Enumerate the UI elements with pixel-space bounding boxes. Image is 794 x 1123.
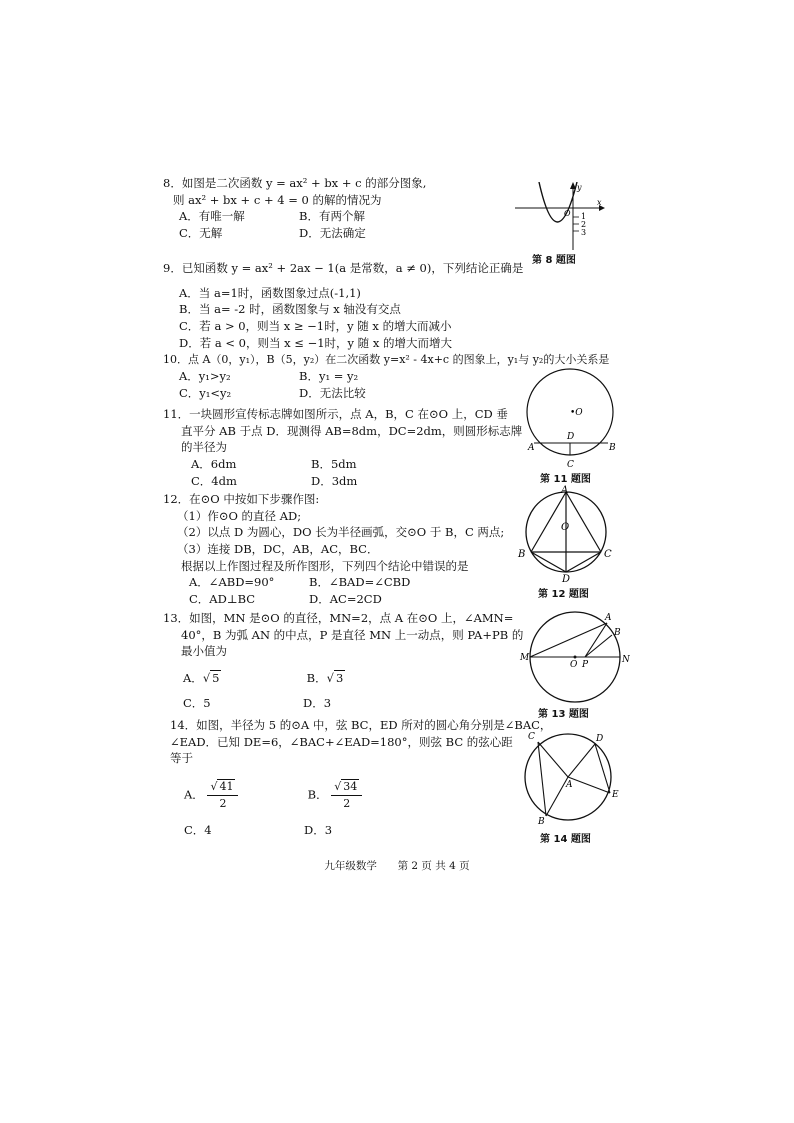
q13-fig-label-m: M — [520, 653, 530, 663]
q8-caption: 第 8 题图 — [532, 255, 576, 266]
q12-option-c: C．AD⊥BC — [189, 592, 256, 607]
q10-option-d: D．无法比较 — [299, 385, 366, 400]
q8-stem-line2: 则 ax² + bx + c + 4 = 0 的解的情况为 — [173, 192, 382, 207]
q9-option-a: A．当 a=1时，函数图象过点(-1,1) — [179, 285, 361, 300]
question-9 — [163, 260, 523, 351]
q13-fig-label-o: O — [570, 660, 578, 670]
q12-step-3: （3）连接 DB，DC，AB，AC，BC． — [177, 542, 379, 557]
q14-option-a-numerator: 41 — [219, 780, 234, 794]
q10-stem: 10．点 A（0，y₁），B（5，y₂）在二次函数 y=x² - 4x+c 的图象上，y₁与 y₂的大小关系是 — [163, 353, 610, 366]
q9-stem: 9．已知函数 y = ax² + 2ax − 1(a 是常数，a ≠ 0)，下列结论正确是 — [163, 261, 524, 275]
q12-fig-label-c: C — [604, 549, 612, 560]
q13-option-c: C．5 — [183, 695, 211, 710]
q14-circle-figure — [518, 725, 623, 825]
q14-stem-line3: 等于 — [170, 751, 193, 766]
q8-option-a: A．有唯一解 — [179, 209, 245, 224]
q11-option-c: C．4dm — [191, 473, 237, 488]
q14-stem-line1: 14．如图，半径为 5 的⊙A 中，弦 BC，ED 所对的圆心角分别是∠BAC， — [170, 718, 552, 732]
q13-circle-figure — [515, 605, 630, 705]
q8-fig-tick-1: 1 — [581, 212, 587, 221]
q13-stem-line3: 最小值为 — [181, 644, 227, 659]
q13-stem-line2: 40°，B 为弧 AN 的中点，P 是直径 MN 上一动点，则 PA+PB 的 — [181, 627, 524, 642]
page-footer — [0, 858, 794, 873]
q12-fig-label-b: B — [518, 549, 526, 560]
q14-option-a: A． $\frac{√ 41}{2}$ — [184, 779, 304, 812]
q14-option-a-denominator: 2 — [219, 796, 227, 810]
q11-stem-line1: 11．一块圆形宣传标志牌如图所示，点 A，B，C 在⊙O 上，CD 垂 — [163, 407, 508, 421]
q12-conclusion: 根据以上作图过程及所作图形，下列四个结论中错误的是 — [181, 558, 469, 573]
q10-option-a: A．y₁>y₂ — [179, 368, 231, 383]
q8-fig-origin-label: O — [564, 209, 571, 218]
q11-fig-label-d: D — [567, 432, 575, 442]
q11-fig-label-c: C — [567, 460, 574, 470]
q13-fig-label-b: B — [614, 628, 621, 638]
q13-fig-label-n: N — [622, 655, 630, 665]
q12-fig-label-a: A — [561, 485, 569, 496]
q8-fig-tick-2: 2 — [581, 220, 587, 229]
q14-option-b: B． $\frac{√ 34}{2}$ — [308, 779, 428, 812]
q14-stem-line2: ∠EAD．已知 DE=6，∠BAC+∠EAD=180°，则弦 BC 的弦心距 — [170, 734, 513, 749]
q14-fig-label-c: C — [528, 732, 535, 742]
q12-option-a: A．∠ABD=90° — [189, 575, 275, 590]
q13-option-a-radicand: 5 — [212, 671, 220, 686]
footer-subject: 九年级数学 — [324, 860, 377, 872]
q14-fig-label-b: B — [538, 817, 545, 825]
q14-option-c: C．4 — [184, 822, 212, 837]
question-14 — [170, 717, 551, 839]
q8-option-d: D．无法确定 — [299, 226, 366, 241]
question-8 — [163, 175, 426, 242]
q8-parabola-figure — [515, 182, 605, 252]
q14-fig-label-a: A — [566, 780, 573, 790]
q8-fig-x-label: x — [597, 198, 602, 207]
q14-fig-label-d: D — [596, 734, 604, 744]
q14-option-b-denominator: 2 — [343, 796, 351, 810]
q11-fig-label-b: B — [609, 443, 616, 453]
q11-stem-line3: 的半径为 — [181, 440, 227, 455]
q11-circle-figure — [525, 365, 625, 473]
q13-stem-line1: 13．如图，MN 是⊙O 的直径，MN=2，点 A 在⊙O 上，∠AMN= — [163, 611, 514, 625]
q13-caption: 第 13 题图 — [538, 709, 589, 720]
question-12 — [163, 491, 504, 608]
q14-fig-label-e: E — [612, 790, 619, 800]
q13-option-b-radicand: 3 — [335, 671, 344, 686]
q10-option-b: B．y₁ = y₂ — [299, 368, 359, 383]
q12-caption: 第 12 题图 — [538, 589, 589, 600]
q14-caption: 第 14 题图 — [540, 834, 591, 845]
q12-circle-figure — [515, 484, 620, 584]
q8-option-b: B．有两个解 — [299, 209, 365, 224]
q12-fig-label-o: O — [561, 522, 570, 533]
q13-option-d: D．3 — [303, 695, 332, 710]
q12-step-2: （2）以点 D 为圆心，DO 长为半径画弧，交⊙O 于 B，C 两点; — [177, 525, 505, 540]
footer-page-number: 第 2 页 共 4 页 — [397, 860, 470, 872]
q12-fig-label-d: D — [562, 574, 571, 584]
q9-option-d: D．若 a < 0，则当 x ≤ −1时，y 随 x 的增大而增大 — [179, 335, 452, 350]
q9-option-c: C．若 a > 0，则当 x ≥ −1时，y 随 x 的增大而减小 — [179, 319, 452, 334]
q11-option-b: B．5dm — [311, 457, 357, 472]
q11-fig-center-label: •O — [570, 408, 583, 418]
q10-option-c: C．y₁<y₂ — [179, 385, 232, 400]
question-11 — [163, 406, 522, 489]
q12-step-1: （1）作⊙O 的直径 AD; — [177, 508, 302, 523]
q11-fig-label-a: A — [528, 443, 535, 453]
q13-fig-label-p: P — [582, 660, 589, 670]
q14-option-b-numerator: 34 — [343, 780, 358, 794]
q13-option-b: B．√ 3 — [306, 671, 344, 686]
q8-fig-tick-3: 3 — [581, 228, 587, 237]
q11-caption: 第 11 题图 — [540, 474, 591, 485]
q9-option-b: B．当 a= -2 时，函数图象与 x 轴没有交点 — [179, 302, 401, 317]
q12-option-d: D．AC=2CD — [309, 592, 382, 607]
q12-option-b: B．∠BAD=∠CBD — [309, 575, 411, 590]
q11-stem-line2: 直平分 AB 于点 D．现测得 AB=8dm，DC=2dm，则圆形标志牌 — [181, 423, 523, 438]
q12-stem: 12．在⊙O 中按如下步骤作图: — [163, 492, 320, 506]
q13-option-a: A．√ 5 — [183, 671, 220, 686]
q14-option-d: D．3 — [304, 822, 333, 837]
q11-option-d: D．3dm — [311, 473, 358, 488]
q8-option-c: C．无解 — [179, 226, 223, 241]
question-13 — [163, 610, 523, 711]
q13-fig-label-a: A — [605, 613, 612, 623]
q8-fig-y-label: y — [577, 183, 582, 192]
q8-stem-line1: 8．如图是二次函数 y = ax² + bx + c 的部分图象, — [163, 176, 427, 190]
q11-option-a: A．6dm — [191, 457, 237, 472]
